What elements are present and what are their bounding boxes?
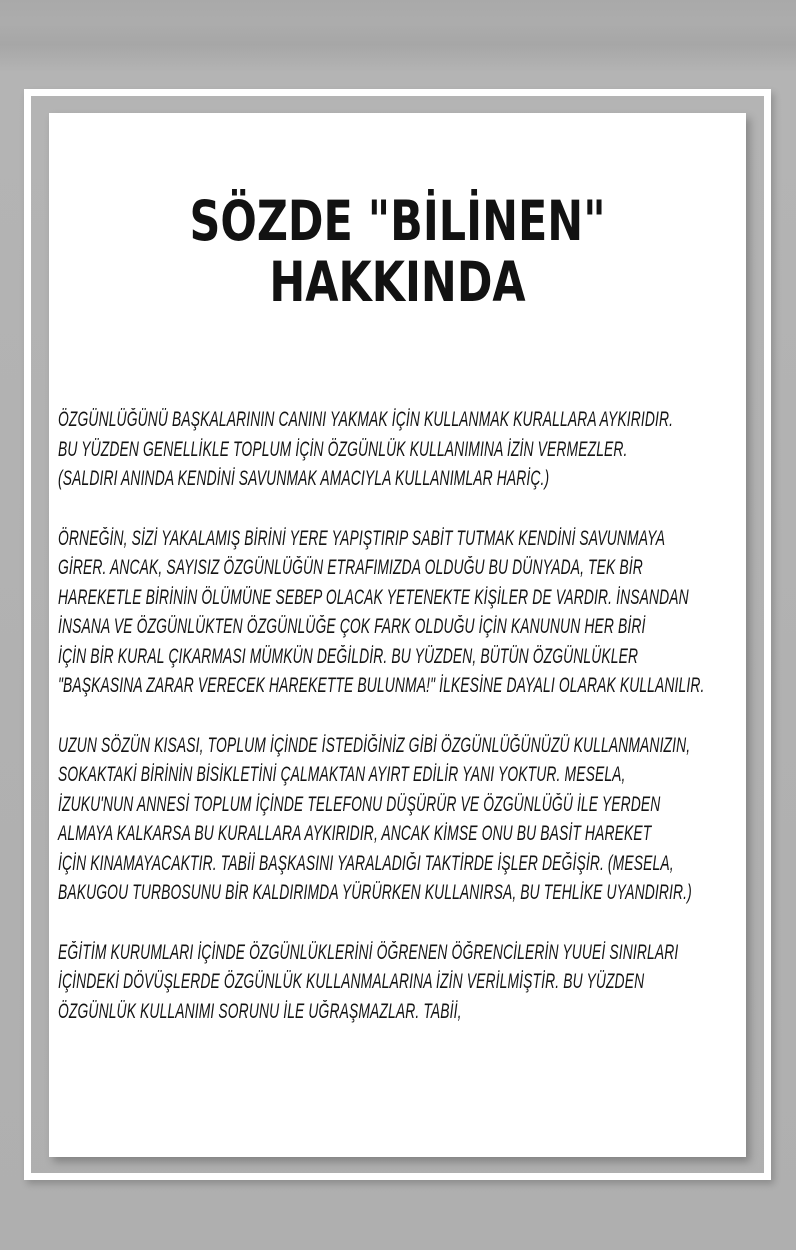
outer-frame — [24, 89, 771, 1180]
text-line: İÇİNDEKİ DÖVÜŞLERDE ÖZGÜNLÜK KULLANMALARINA İZİN VERİLMİŞTİR. BU YÜZDEN — [58, 970, 645, 993]
text-line: UZUN SÖZÜN KISASI, TOPLUM İÇİNDE İSTEDİĞİNİZ GİBİ ÖZGÜNLÜĞÜNÜZÜ KULLANMANIZIN, — [58, 733, 691, 757]
text-line: İNSANA VE ÖZGÜNLÜKTEN ÖZGÜNLÜĞE ÇOK FARK OLDUĞU İÇİN KANUNUN HER BİRİ — [58, 615, 646, 638]
text-line: ÖZGÜNLÜK KULLANIMI SORUNU İLE UĞRAŞMAZLAR. TABİİ, — [58, 999, 462, 1023]
text-line: İÇİN KINAMAYACAKTIR. TABİİ BAŞKASINI YARALADIĞI TAKTİRDE İŞLER DEĞİŞİR. (MESELA, — [58, 851, 674, 875]
page-title-line-1: SÖZDE "BİLİNEN" — [189, 189, 606, 253]
manga-info-page — [49, 113, 746, 1157]
paragraph-quirk-rules — [58, 405, 738, 494]
text-line: SOKAKTAKİ BİRİNİN BİSİKLETİNİ ÇALMAKTAN AYIRT EDİLİR YANI YOKTUR. MESELA, — [58, 763, 626, 786]
text-line: ÖZGÜNLÜĞÜNÜ BAŞKALARININ CANINI YAKMAK İÇİN KULLANMAK KURALLARA AYKIRIDIR. — [58, 408, 674, 431]
paragraph-self-defense — [58, 524, 738, 701]
text-line: İÇİN BİR KURAL ÇIKARMASI MÜMKÜN DEĞİLDİR. BU YÜZDEN, BÜTÜN ÖZGÜNLÜKLER — [58, 644, 639, 668]
page-title-line-2: HAKKINDA — [269, 250, 526, 314]
text-line: BU YÜZDEN GENELLİKLE TOPLUM İÇİN ÖZGÜNLÜK KULLANIMINA İZİN VERMEZLER. — [58, 437, 628, 461]
paragraph-public-use — [58, 731, 738, 908]
text-line: HAREKETLE BİRİNİN ÖLÜMÜNE SEBEP OLACAK YETENEKTE KİŞİLER DE VARDIR. İNSANDAN — [58, 585, 689, 609]
paragraph-schools — [58, 938, 738, 1027]
body-text — [49, 405, 746, 1026]
text-line: ÖRNEĞİN, SİZİ YAKALAMIŞ BİRİNİ YERE YAPIŞTIRIP SABİT TUTMAK KENDİNİ SAVUNMAYA — [58, 526, 666, 550]
page-title — [49, 191, 746, 313]
text-line: EĞİTİM KURUMLARI İÇİNDE ÖZGÜNLÜKLERİNİ ÖĞRENEN ÖĞRENCİLERİN YUUEİ SINIRLARI — [58, 940, 679, 964]
text-line: "BAŞKASINA ZARAR VERECEK HAREKETTE BULUNMA!" İLKESİNE DAYALI OLARAK KULLANILIR. — [58, 674, 705, 697]
text-line: İZUKU'NUN ANNESİ TOPLUM İÇİNDE TELEFONU DÜŞÜRÜR VE ÖZGÜNLÜĞÜ İLE YERDEN — [58, 792, 661, 816]
text-line: (SALDIRI ANINDA KENDİNİ SAVUNMAK AMACIYLA KULLANIMLAR HARİÇ.) — [58, 467, 550, 490]
text-line: ALMAYA KALKARSA BU KURALLARA AYKIRIDIR, ANCAK KİMSE ONU BU BASİT HAREKET — [58, 822, 652, 845]
text-line: GİRER. ANCAK, SAYISIZ ÖZGÜNLÜĞÜN ETRAFIMIZDA OLDUĞU BU DÜNYADA, TEK BİR — [58, 556, 643, 579]
text-line: BAKUGOU TURBOSUNU BİR KALDIRIMDA YÜRÜRKEN KULLANIRSA, BU TEHLİKE UYANDIRIR.) — [58, 881, 692, 904]
